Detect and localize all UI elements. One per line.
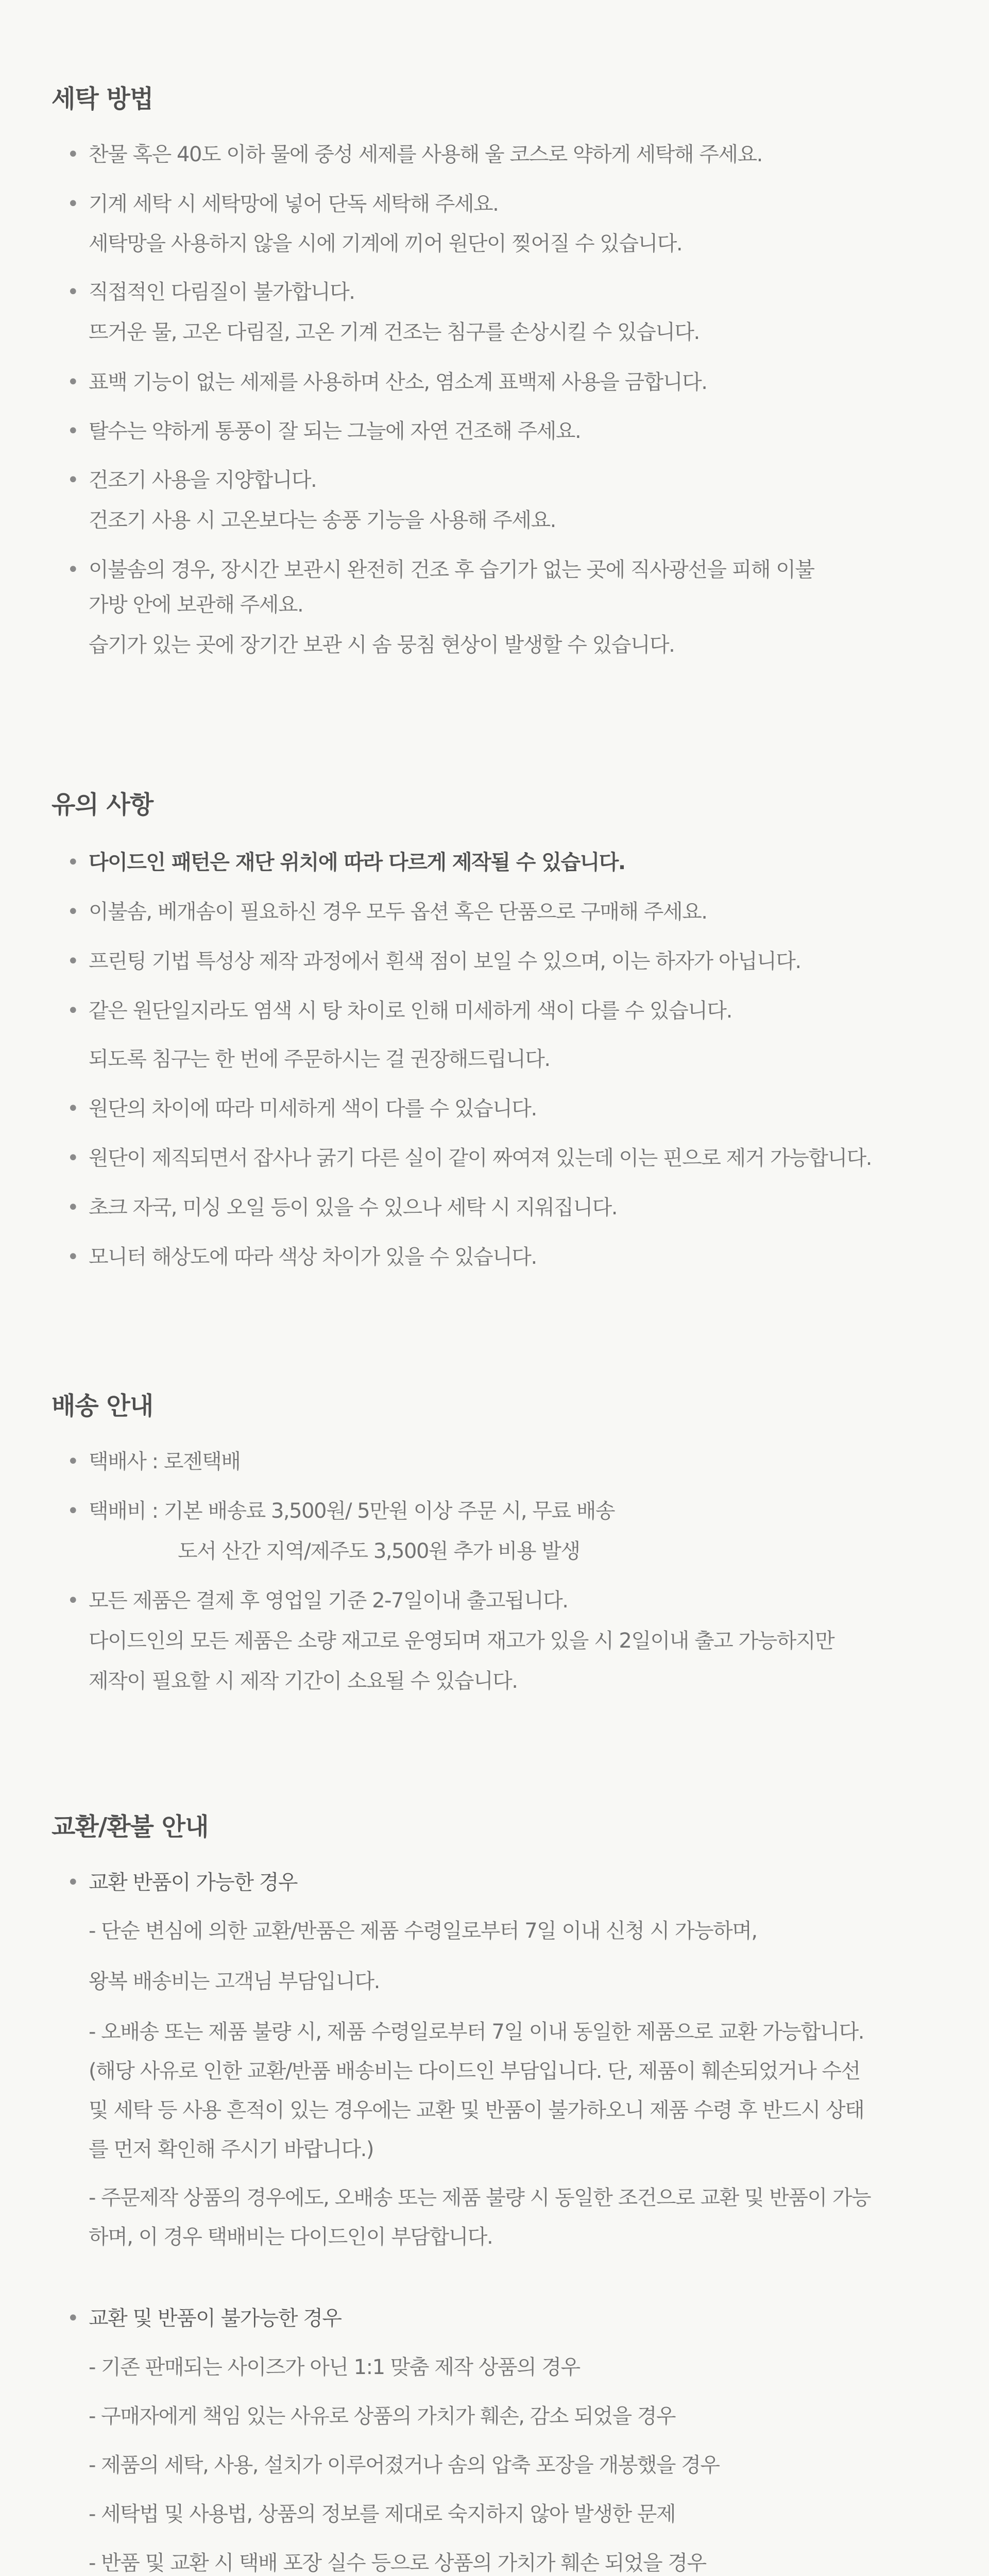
- list-item-text: 같은 원단일지라도 염색 시 탕 차이로 인해 미세하게 색이 다를 수 있습니다.: [89, 999, 732, 1023]
- list-item-text: 이불솜의 경우, 장시간 보관시 완전히 건조 후 습기가 없는 곳에 직사광선을 피해 이불: [89, 558, 814, 582]
- list-item-text: - 구매자에게 책임 있는 사유로 상품의 가치가 훼손, 감소 되었을 경우: [89, 2404, 676, 2428]
- list-item-text: 건조기 사용 시 고온보다는 송풍 기능을 사용해 주세요.: [89, 509, 556, 532]
- list-item: [52, 850, 948, 875]
- list-item-text: 택배사 : 로젠택배: [89, 1450, 241, 1473]
- list-item-text: 세탁망을 사용하지 않을 시에 기계에 끼어 원단이 찢어질 수 있습니다.: [89, 232, 683, 256]
- list-item: [52, 280, 948, 345]
- list-item-text: 도서 산간 지역/제주도 3,500원 추가 비용 발생: [178, 1539, 580, 1563]
- list-item-text: 왕복 배송비는 고객님 부담입니다.: [89, 1970, 380, 1993]
- list-item-text: 탈수는 약하게 통풍이 잘 되는 그늘에 자연 건조해 주세요.: [89, 419, 581, 443]
- shipping-section: [52, 1387, 948, 1693]
- list-item-text: 원단의 차이에 따라 미세하게 색이 다를 수 있습니다.: [89, 1097, 537, 1121]
- list-item-text: - 오배송 또는 제품 불량 시, 제품 수령일로부터 7일 이내 동일한 제품으로 교환 가능합니다.: [89, 2020, 864, 2044]
- list-item-text: - 세탁법 및 사용법, 상품의 정보를 제대로 숙지하지 않아 발생한 문제: [89, 2502, 676, 2526]
- list-item: [52, 949, 948, 974]
- bullet-icon: •: [67, 1196, 79, 1219]
- list-item: [52, 370, 948, 395]
- bullet-icon: •: [67, 1499, 79, 1523]
- bullet-icon: •: [67, 1245, 79, 1269]
- list-item: [52, 998, 948, 1072]
- list-item-text: 직접적인 다림질이 불가합니다.: [89, 280, 355, 304]
- list-item-text: - 단순 변심에 의한 교환/반품은 제품 수령일로부터 7일 이내 신청 시 가능하며,: [89, 1919, 757, 1943]
- list-item-text: 초크 자국, 미싱 오일 등이 있을 수 있으나 세탁 시 지워집니다.: [89, 1196, 617, 1219]
- list-item-text: 습기가 있는 곳에 장기간 보관 시 솜 뭉침 현상이 발생할 수 있습니다.: [89, 633, 675, 657]
- list-item-text: 다이드인 패턴은 재단 위치에 따라 다르게 제작될 수 있습니다.: [89, 851, 625, 874]
- list-item-text: - 주문제작 상품의 경우에도, 오배송 또는 제품 불량 시 동일한 조건으로 교환 및 반품이 가능: [89, 2186, 871, 2210]
- exchange-title: 교환/환불 안내: [52, 1812, 209, 1841]
- list-item: [52, 1588, 948, 1693]
- shipping-title: 배송 안내: [52, 1392, 154, 1420]
- washing-title: 세탁 방법: [52, 84, 154, 113]
- list-item-text: 택배비 : 기본 배송료 3,500원/ 5만원 이상 주문 시, 무료 배송: [89, 1499, 615, 1523]
- bullet-icon: •: [67, 999, 79, 1023]
- list-item: [52, 1449, 948, 1474]
- list-item-text: 뜨거운 물, 고온 다림질, 고온 기계 건조는 침구를 손상시킬 수 있습니다.: [89, 320, 700, 344]
- bullet-icon: •: [67, 950, 79, 973]
- list-item-text: 가방 안에 보관해 주세요.: [89, 593, 303, 617]
- exchange-impossible-title: 교환 및 반품이 불가능한 경우: [89, 2307, 342, 2330]
- bullet-icon: •: [67, 1450, 79, 1473]
- list-item-text: 프린팅 기법 특성상 제작 과정에서 흰색 점이 보일 수 있으며, 이는 하자가 아닙니다.: [89, 950, 801, 973]
- caution-title: 유의 사항: [52, 790, 154, 819]
- bullet-icon: •: [67, 1097, 79, 1121]
- exchange-possible-block: [52, 1870, 948, 2249]
- list-item-text: 모니터 해상도에 따라 색상 차이가 있을 수 있습니다.: [89, 1245, 537, 1269]
- list-item-text: (해당 사유로 인한 교환/반품 배송비는 다이드인 부담입니다. 단, 제품이 훼손되었거나 수선: [89, 2059, 860, 2083]
- bullet-icon: •: [67, 558, 79, 582]
- list-item: [52, 1195, 948, 1220]
- list-item: [52, 1096, 948, 1121]
- washing-section: [52, 80, 948, 657]
- list-item-text: 제작이 필요할 시 제작 기간이 소요될 수 있습니다.: [89, 1669, 518, 1693]
- list-item-text: 표백 기능이 없는 세제를 사용하며 산소, 염소계 표백제 사용을 금합니다.: [89, 370, 707, 394]
- list-item-text: 및 세탁 등 사용 흔적이 있는 경우에는 교환 및 반품이 불가하오니 제품 수령 후 반드시 상태: [89, 2098, 864, 2122]
- list-item-text: 이불솜, 베개솜이 필요하신 경우 모두 옵션 혹은 단품으로 구매해 주세요.: [89, 900, 707, 924]
- list-item-text: - 기존 판매되는 사이즈가 아닌 1:1 맞춤 제작 상품의 경우: [89, 2355, 580, 2379]
- list-item-text: 를 먼저 확인해 주시기 바랍니다.): [89, 2138, 373, 2161]
- list-item: [52, 1499, 948, 1564]
- caution-section: [52, 786, 948, 1269]
- list-item: [52, 468, 948, 533]
- list-item: [52, 419, 948, 444]
- list-item-text: 다이드인의 모든 제품은 소량 재고로 운영되며 재고가 있을 시 2일이내 출고 가능하지만: [89, 1629, 834, 1653]
- exchange-section: [52, 1808, 948, 2575]
- list-item: [52, 1245, 948, 1269]
- bullet-icon: •: [67, 143, 79, 166]
- list-item-text: 건조기 사용을 지양합니다.: [89, 468, 317, 492]
- list-item: [52, 192, 948, 256]
- list-item: [52, 900, 948, 924]
- list-item-text: 되도록 침구는 한 번에 주문하시는 걸 권장해드립니다.: [89, 1047, 550, 1071]
- list-item-text: 찬물 혹은 40도 이하 물에 중성 세제를 사용해 울 코스로 약하게 세탁해 주세요.: [89, 143, 762, 166]
- list-item-text: 하며, 이 경우 택배비는 다이드인이 부담합니다.: [89, 2225, 493, 2249]
- list-item-text: - 반품 및 교환 시 택배 포장 실수 등으로 상품의 가치가 훼손 되었을 경우: [89, 2551, 706, 2575]
- bullet-icon: •: [67, 1871, 79, 1894]
- bullet-icon: •: [67, 900, 79, 924]
- bullet-icon: •: [67, 1589, 79, 1613]
- list-item-text: 기계 세탁 시 세탁망에 넣어 단독 세탁해 주세요.: [89, 192, 499, 216]
- exchange-possible-title: 교환 반품이 가능한 경우: [89, 1871, 298, 1894]
- exchange-impossible-block: [52, 2306, 948, 2575]
- bullet-icon: •: [67, 370, 79, 394]
- bullet-icon: •: [67, 1146, 79, 1170]
- list-item: [52, 1146, 948, 1171]
- list-item-text: 모든 제품은 결제 후 영업일 기준 2-7일이내 출고됩니다.: [89, 1589, 568, 1613]
- bullet-icon: •: [67, 2307, 79, 2330]
- bullet-icon: •: [67, 280, 79, 304]
- list-item: [52, 142, 948, 167]
- list-item-text: - 제품의 세탁, 사용, 설치가 이루어졌거나 솜의 압축 포장을 개봉했을 경우: [89, 2453, 720, 2477]
- list-item-text: 원단이 제직되면서 잡사나 굵기 다른 실이 같이 짜여져 있는데 이는 핀으로 제거 가능합니다.: [89, 1146, 872, 1170]
- list-item: [52, 557, 948, 657]
- bullet-icon: •: [67, 192, 79, 216]
- bullet-icon: •: [67, 419, 79, 443]
- bullet-icon: •: [67, 468, 79, 492]
- bullet-icon: •: [67, 851, 79, 874]
